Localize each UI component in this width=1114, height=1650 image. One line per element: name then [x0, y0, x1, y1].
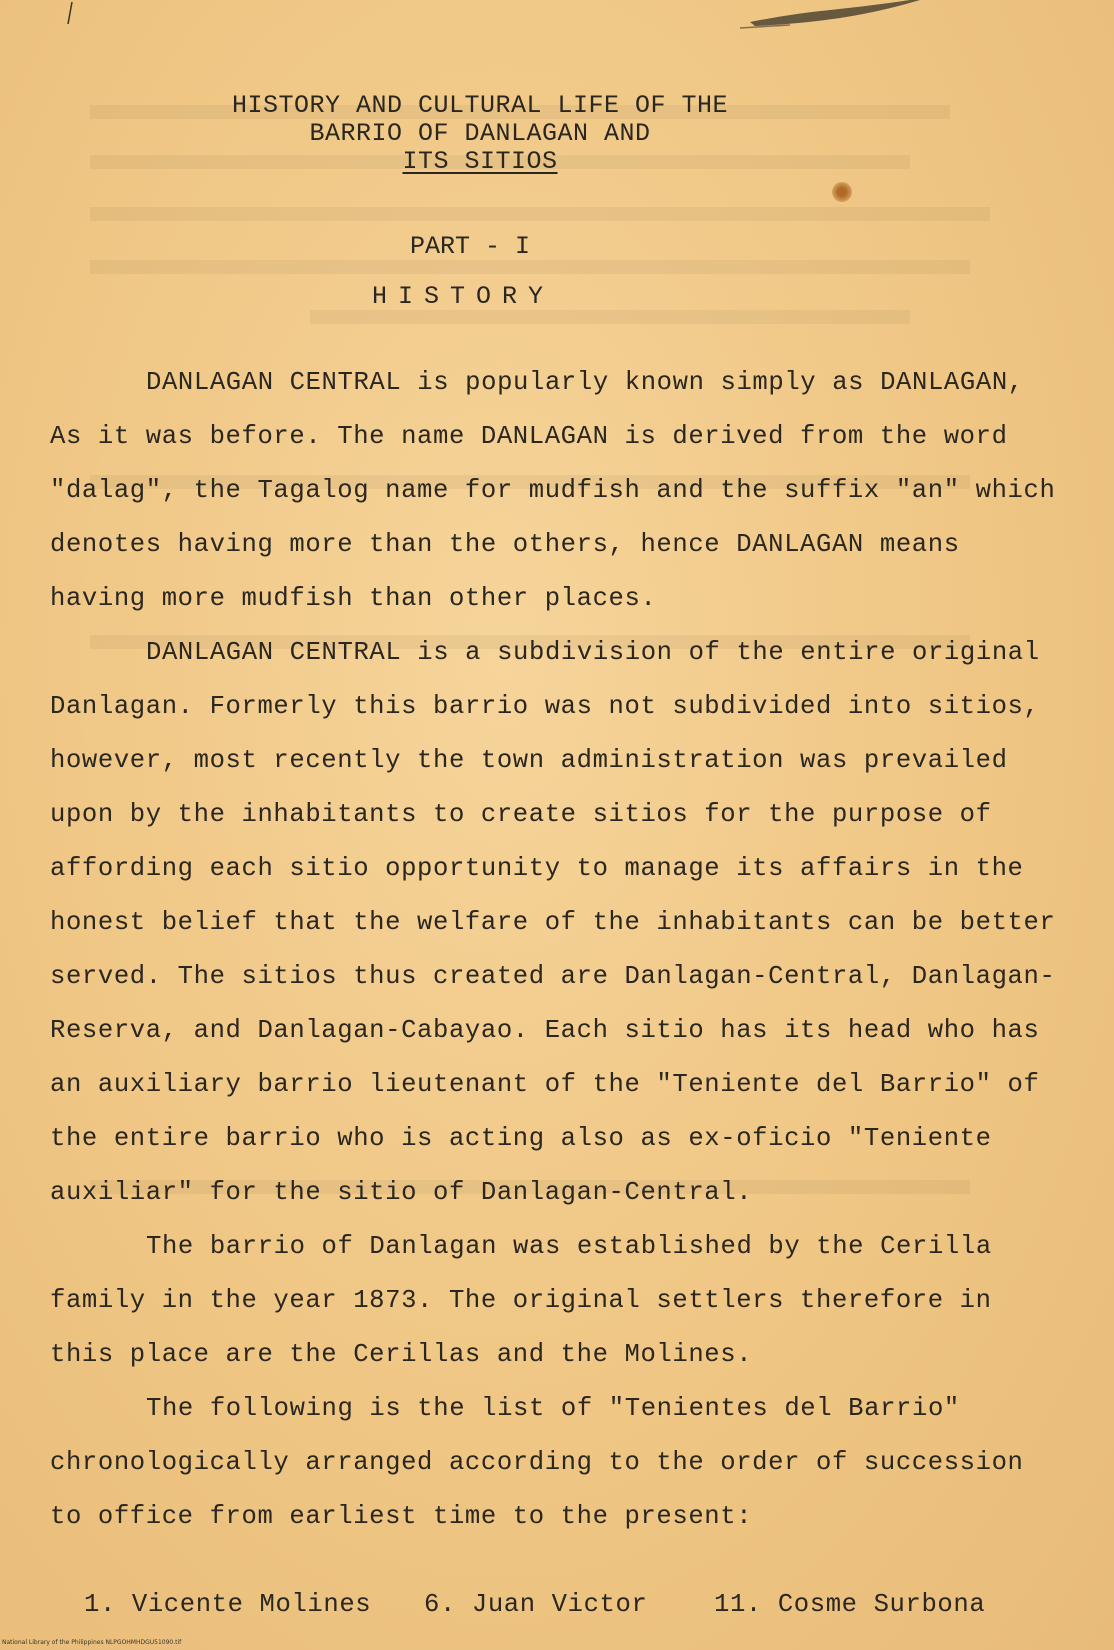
title-line-1: HISTORY AND CULTURAL LIFE OF THE — [231, 91, 729, 120]
paragraph-2: DANLAGAN CENTRAL is a subdivision of the entire original Danlagan. Formerly this barrio was not subdivided into sitios, however, most recently the town administration was prevailed upon by the inhabitants to create sitios for the purpose of affording each sitio opportunity to manage its affairs in the honest belief that the welfare of the inhabitants can be better served. The sitios thus created are Danlagan-Central, Danlagan-Reserva, and Danlagan-Cabayao. Each sitio has its head who has an auxiliary barrio lieutenant of the "Teniente del Barrio" of the entire barrio who is acting also as ex-oficio "Teniente auxiliar" for the sitio of Danlagan-Central. — [50, 638, 1056, 1207]
top-smudge — [730, 0, 930, 30]
document-title — [170, 92, 790, 176]
title-line-2: BARRIO OF DANLAGAN AND — [309, 119, 651, 148]
section-heading: HISTORY — [372, 282, 555, 311]
title-line-3: ITS SITIOS — [402, 147, 558, 176]
list-item: 11. Cosme Surbona — [714, 1590, 986, 1619]
paragraph-1: DANLAGAN CENTRAL is popularly known simply as DANLAGAN, As it was before. The name DANLAGAN is derived from the word "dalag", the Tagalog name for mudfish and the suffix "an" which denotes having more than the others, hence DANLAGAN means having more mudfish than other places. — [50, 368, 1056, 613]
list-item: 6. Juan Victor — [424, 1590, 648, 1619]
ink-stain — [832, 182, 852, 202]
paragraph-4: The following is the list of "Tenientes del Barrio" chronologically arranged according to the order of succession to office from earliest time to the present: — [50, 1394, 1024, 1531]
part-label: PART - I — [410, 232, 531, 261]
archive-footer: National Library of the Philippines NLPGOHMHDGU51090.tif — [2, 1639, 182, 1646]
list-item: 1. Vicente Molines — [84, 1590, 372, 1619]
corner-mark — [60, 0, 80, 28]
body-text — [50, 356, 1060, 1544]
paragraph-3: The barrio of Danlagan was established by the Cerilla family in the year 1873. The original settlers therefore in this place are the Cerillas and the Molines. — [50, 1232, 992, 1369]
